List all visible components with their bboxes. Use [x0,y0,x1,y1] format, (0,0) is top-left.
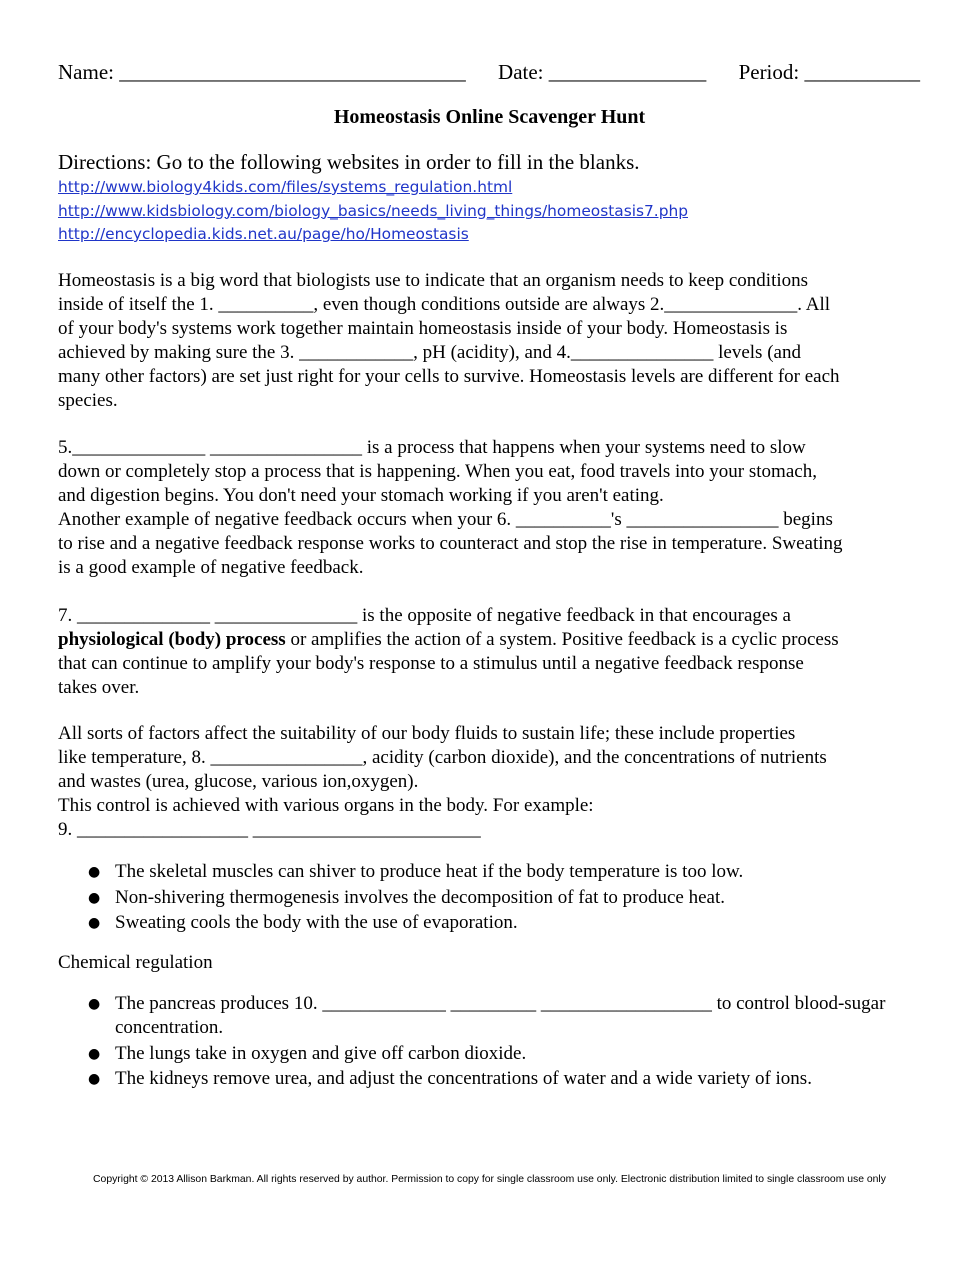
link-encyclopedia-kids[interactable]: http://encyclopedia.kids.net.au/page/ho/Homeostasis [58,225,469,243]
paragraph-body-fluid-factors [58,722,922,842]
paragraph-line: like temperature, 8. ________________, acidity (carbon dioxide), and the concentrations of nutrients [58,747,827,768]
paragraph-line-rest: or amplifies the action of a system. Positive feedback is a cyclic process [285,629,839,650]
link-kidsbiology[interactable]: http://www.kidsbiology.com/biology_basics/needs_living_things/homeostasis7.php [58,201,688,220]
list-item [58,1067,922,1091]
bullet-icon: ● [88,864,101,880]
paragraph-line: and digestion begins. You don't need your stomach working if you aren't eating. [58,485,664,506]
paragraph-line: many other factors) are set just right for your cells to survive. Homeostasis levels are different for each [58,366,840,387]
name-field: Name: _________________________________ [58,60,466,84]
paragraph-line: that can continue to amplify your body's response to a stimulus until a negative feedback response [58,653,804,674]
directions-text: Directions: Go to the following websites in order to fill in the blanks. [58,150,640,174]
paragraph-line: This control is achieved with various organs in the body. For example: [58,795,594,816]
date-field: Date: _______________ [498,60,707,84]
list-item-text: Non-shivering thermogenesis involves the decomposition of fat to produce heat. [115,886,725,908]
list-item-text: The skeletal muscles can shiver to produce heat if the body temperature is too low. [115,861,744,882]
paragraph-line: achieved by making sure the 3. ____________, pH (acidity), and 4._______________ levels (and [58,342,801,363]
link-biology4kids[interactable]: http://www.biology4kids.com/files/systems_regulation.html [58,178,513,196]
paragraph-line: to rise and a negative feedback response works to counteract and stop the rise in temperature. Sweating [58,533,843,554]
paragraph-line: 9. __________________ ________________________ [58,819,481,840]
bold-phrase: physiological (body) process [58,629,286,650]
list-item-text: Sweating cools the body with the use of evaporation. [115,912,518,933]
list-item-text: The kidneys remove urea, and adjust the concentrations of water and a wide variety of ions. [115,1068,812,1089]
page-title: Homeostasis Online Scavenger Hunt [333,106,646,128]
bullet-icon: ● [88,915,101,931]
chemical-regulation-list [58,992,922,1093]
paragraph-line: species. [58,390,118,411]
chemical-regulation-heading: Chemical regulation [58,952,213,973]
paragraph-negative-feedback [58,436,922,580]
list-item-text: The pancreas produces 10. _____________ _________ __________________ to control blood-sugar concentration. [115,993,886,1038]
bullet-icon: ● [88,889,101,906]
list-item [58,860,922,884]
website-links [58,176,928,247]
list-item-text: The lungs take in oxygen and give off carbon dioxide. [115,1042,527,1064]
paragraph-line: inside of itself the 1. __________, even though conditions outside are always 2.______________. All [58,294,831,315]
list-item [58,992,922,1040]
bullet-icon: ● [88,1071,101,1087]
paragraph-line: Another example of negative feedback occurs when your 6. __________'s ________________ begins [58,509,833,530]
bullet-icon: ● [88,1045,101,1062]
paragraph-line: down or completely stop a process that is happening. When you eat, food travels into your stomach, [58,461,817,482]
paragraph-positive-feedback [58,604,922,700]
paragraph-line: All sorts of factors affect the suitability of our body fluids to sustain life; these include properties [58,723,796,744]
list-item [58,911,922,935]
paragraph-line: and wastes (urea, glucose, various ion,oxygen). [58,771,419,792]
paragraph-line: takes over. [58,677,140,698]
period-field: Period: ___________ [738,60,920,84]
bullet-icon: ● [88,996,101,1012]
paragraph-line: is a good example of negative feedback. [58,557,364,578]
paragraph-line [58,628,922,652]
paragraph-line: of your body's systems work together maintain homeostasis inside of your body. Homeostasis is [58,318,788,339]
temperature-regulation-list [58,860,922,937]
student-info-line [58,59,920,85]
copyright-footer: Copyright © 2013 Allison Barkman. All rights reserved by author. Permission to copy for single classroom use only. Electronic distribution limited to single classroom use only [93,1174,886,1185]
list-item [58,1042,922,1066]
list-item [58,886,922,910]
paragraph-line: Homeostasis is a big word that biologists use to indicate that an organism needs to keep conditions [58,270,809,291]
paragraph-line: 7. ______________ _______________ is the opposite of negative feedback in that encourages a [58,605,791,626]
paragraph-line: 5.______________ ________________ is a process that happens when your systems need to slow [58,437,806,458]
paragraph-homeostasis-definition [58,269,922,413]
